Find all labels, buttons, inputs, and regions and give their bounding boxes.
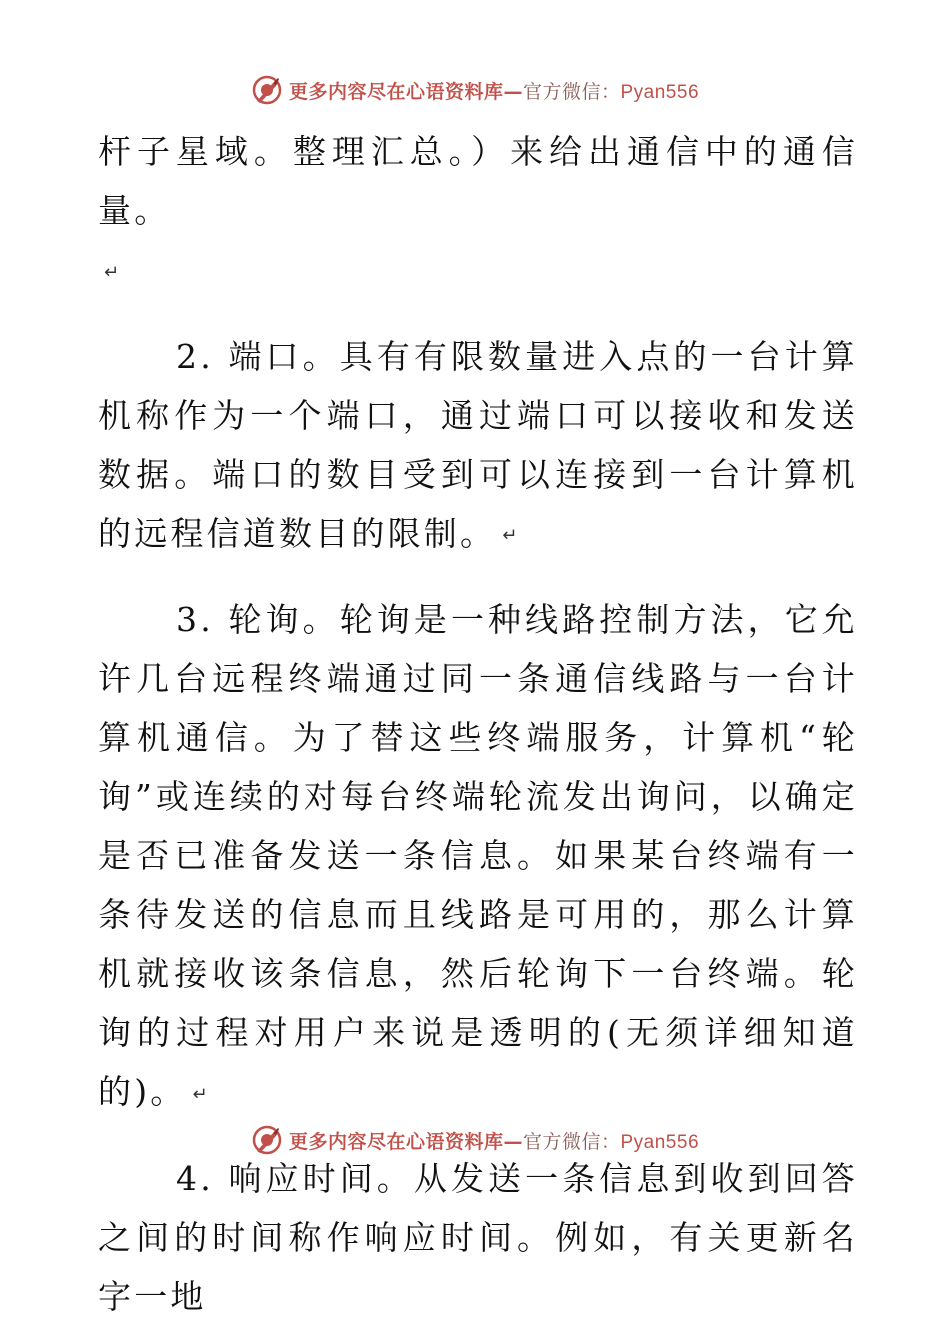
paragraph-mark-icon: ↵	[192, 1083, 208, 1105]
paragraph: 2. 端口。具有有限数量进入点的一台计算机称作为一个端口，通过端口可以接收和发送数据。端口的数目受到可以连接到一台计算机的远程信道数目的限制。 ↵	[98, 327, 858, 566]
watermark-header	[0, 70, 950, 110]
paragraph: 3. 轮询。轮询是一种线路控制方法，它允许几台远程终端通过同一条通信线路与一台计算机通信。为了替这些终端服务，计算机“轮询”或连续的对每台终端轮流发出询问，以确定是否已准备发送一条信息。如果某台终端有一条待发送的信息而且线路是可用的，那么计算机就接收该条信息，然后轮询下一台终端。轮询的过程对用户来说是透明的(无须详细知道的)。 ↵	[98, 590, 858, 1124]
paragraph: 杆子星域。整理汇总。）来给出通信中的通信量。	[98, 132, 858, 230]
paragraph-mark-line	[98, 240, 858, 302]
paragraph: 4. 响应时间。从发送一条信息到收到回答之间的时间称作响应时间。例如，有关更新名字一地	[98, 1158, 858, 1316]
quill-seal-icon	[251, 1124, 283, 1156]
watermark-text: 更多内容尽在心语资料库—官方微信：Pyan556	[288, 80, 700, 103]
watermark-text: 更多内容尽在心语资料库—官方微信：Pyan556	[288, 1130, 700, 1153]
paragraph-mark-icon: ↵	[104, 261, 120, 283]
watermark-footer	[0, 1120, 950, 1160]
paragraph-mark-icon: ↵	[502, 525, 518, 546]
quill-seal-icon	[251, 74, 283, 106]
